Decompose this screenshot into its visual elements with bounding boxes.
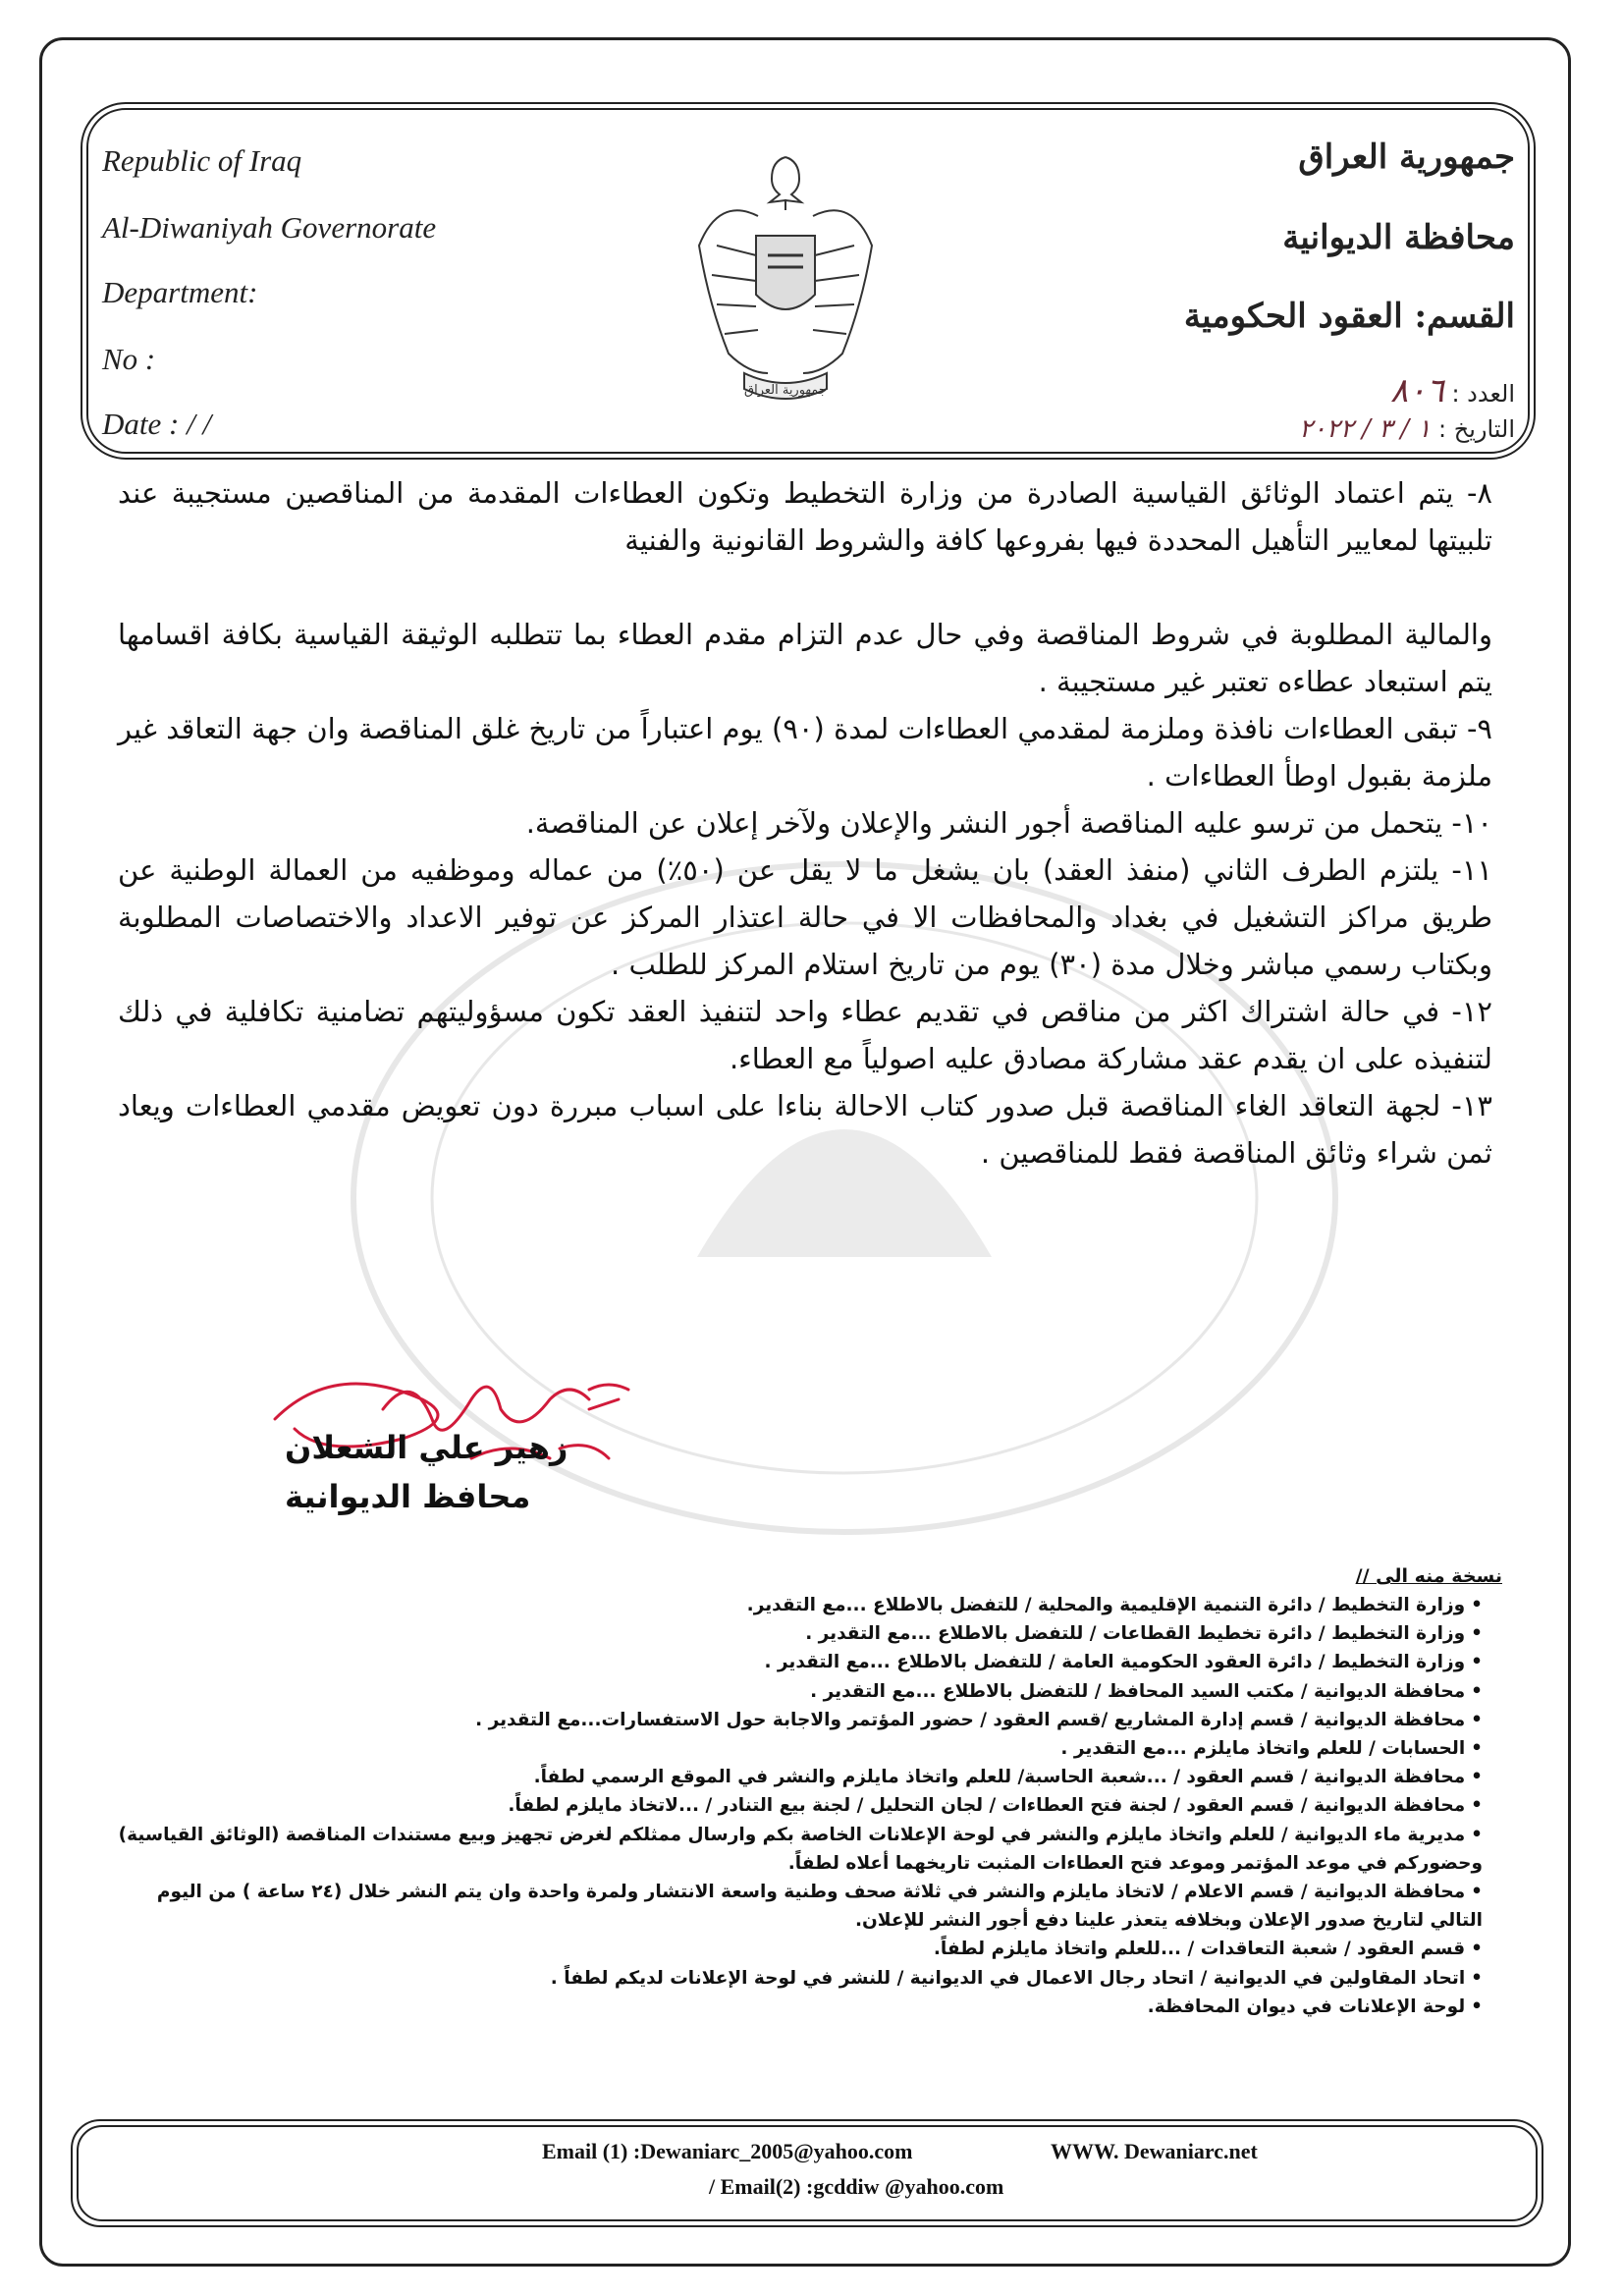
signer-name: زهير علي الشعلان	[285, 1429, 568, 1466]
signature-scribble	[265, 1350, 658, 1498]
list-item: •محافظة الديوانية / قسم العقود / لجنة فتح العطاءات / لجان التحليل / لجنة بيع التنادر / ...لاتخاذ مايلزم لطفاً.	[508, 1795, 1483, 1817]
list-item: •وزارة التخطيط / دائرة التنمية الإقليمية والمحلية / للتفضل بالاطلاع ...مع التقدير.	[746, 1595, 1483, 1615]
date-value: ١ / ٣ / ٢٠٢٢	[1298, 414, 1432, 444]
copies-section	[118, 1561, 1502, 2021]
list-item: •مديرية ماء الديوانية / للعلم واتخاذ مايلزم والنشر في لوحة الإعلانات الخاصة بكم وارسال ممثلكم لغرض تجهيز وبيع مستندات المناقصة (الوثائق القياسية) وحضوركم في موعد المؤتمر وموعد فتح العطاءات المثبت تاريخهما أعلاه لطفاً.	[118, 1824, 1483, 1874]
term-13: ١٣- لجهة التعاقد الغاء المناقصة قبل صدور كتاب الاحالة بناءا على اسباب مبررة دون تعويض مقدمي العطاءات ويعاد ثمن شراء وثائق المناقصة فقط للمناقصين .	[118, 1089, 1492, 1170]
header-ar-country: جمهورية العراق	[1298, 137, 1515, 177]
list-item: •وزارة التخطيط / دائرة تخطيط القطاعات / للتفضل بالاطلاع ...مع التقدير .	[805, 1623, 1483, 1645]
header-ar-number	[1390, 371, 1515, 410]
header-ar-department: القسم: العقود الحكومية	[1183, 297, 1515, 336]
list-item: •وزارة التخطيط / دائرة العقود الحكومية العامة / للتفضل بالاطلاع ...مع التقدير .	[764, 1652, 1483, 1673]
footer-website: WWW. Dewaniarc.net	[1051, 2139, 1258, 2163]
footer-email-2: / Email(2) :gcddiw @yahoo.com	[709, 2174, 1004, 2199]
header-ar-date	[1299, 414, 1515, 444]
header-en-governorate: Al-Diwaniyah Governorate	[102, 210, 437, 245]
number-value: ٨٠٦	[1390, 371, 1444, 410]
header-en-country: Republic of Iraq	[102, 143, 302, 178]
term-8-continued: والمالية المطلوبة في شروط المناقصة وفي حال عدم التزام مقدم العطاء بما تتطلبه الوثيقة القياسية بكافة اقسامها يتم استبعاد عطاءه تعتبر غير مستجيبة .	[118, 618, 1492, 698]
signer-title: محافظ الديوانية	[285, 1478, 531, 1515]
list-item: •قسم العقود / شعبة التعاقدات / ...للعلم واتخاذ مايلزم لطفاً.	[933, 1939, 1483, 1960]
eagle-emblem-icon	[687, 137, 884, 422]
header-en-number: No :	[102, 342, 156, 376]
term-10: ١٠- يتحمل من ترسو عليه المناقصة أجور النشر والإعلان ولآخر إعلان عن المناقصة.	[525, 806, 1492, 840]
copies-title: نسخة منه الى //	[1355, 1565, 1502, 1587]
terms-block-1	[118, 469, 1492, 564]
footer-email-1: Email (1) :Dewaniarc_2005@yahoo.com	[542, 2139, 913, 2163]
list-item: •لوحة الإعلانات في ديوان المحافظة.	[1147, 1995, 1483, 2017]
list-item: •محافظة الديوانية / مكتب السيد المحافظ / للتفضل بالاطلاع ...مع التقدير .	[810, 1680, 1483, 1702]
list-item: •محافظة الديوانية / قسم الاعلام / لاتخاذ مايلزم والنشر في ثلاثة صحف وطنية واسعة الانتشار ولمرة واحدة وان يتم النشر خلال (٢٤ ساعة ) من اليوم التالي لتاريخ صدور الإعلان وبخلافه يتعذر علينا دفع أجور النشر للإعلان.	[156, 1882, 1483, 1932]
term-9: ٩- تبقى العطاءات نافذة وملزمة لمقدمي العطاءات لمدة (٩٠) يوم اعتباراً من تاريخ غلق المناقصة وان جهة التعاقد غير ملزمة بقبول اوطأ العطاءات .	[118, 712, 1492, 793]
header-en-department: Department:	[102, 275, 258, 309]
term-8: ٨- يتم اعتماد الوثائق القياسية الصادرة من وزارة التخطيط وتكون العطاءات المقدمة من المناقصين مستجيبة عند تلبيتها لمعايير التأهيل المحددة فيها بفروعها كافة والشروط القانونية والفنية	[118, 476, 1492, 557]
date-label: التاريخ :	[1437, 415, 1515, 443]
copies-list	[118, 1591, 1502, 2021]
list-item: •الحسابات / للعلم واتخاذ مايلزم ...مع التقدير .	[1060, 1738, 1483, 1760]
list-item: •محافظة الديوانية / قسم إدارة المشاريع /قسم العقود / حضور المؤتمر والاجابة حول الاستفسارات...مع التقدير .	[475, 1709, 1483, 1730]
terms-block-2	[118, 611, 1492, 1176]
list-item: •اتحاد المقاولين في الديوانية / اتحاد رجال الاعمال في الديوانية / للنشر في لوحة الإعلانات لديكم لطفاً .	[550, 1967, 1483, 1989]
number-label: العدد :	[1451, 380, 1515, 408]
term-11: ١١- يلتزم الطرف الثاني (منفذ العقد) بان يشغل ما لا يقل عن (٥٠٪) من عماله وموظفيه من العمالة الوطنية عن طريق مراكز التشغيل في بغداد والمحافظات الا في حالة اعتذار المركز عن توفير الاعداد والاختصاصات المطلوبة وبكتاب رسمي مباشر وخلال مدة (٣٠) يوم من تاريخ استلام المركز للطلب .	[118, 853, 1492, 981]
term-12: ١٢- في حالة اشتراك اكثر من مناقص في تقديم عطاء واحد لتنفيذ العقد تكون مسؤوليتهم تضامنية تكافلية في ذلك لتنفيذه على ان يقدم عقد مشاركة مصادق عليه اصولياً مع العطاء.	[118, 995, 1492, 1075]
header-en-date: Date : / /	[102, 407, 212, 441]
header-ar-governorate: محافظة الديوانية	[1282, 218, 1515, 257]
list-item: •محافظة الديوانية / قسم العقود / ...شعبة الحاسبة/ للعلم واتخاذ مايلزم والنشر في الموقع الرسمي لطفاً.	[533, 1767, 1483, 1788]
emblem-caption: جمهورية العراق	[744, 383, 827, 398]
